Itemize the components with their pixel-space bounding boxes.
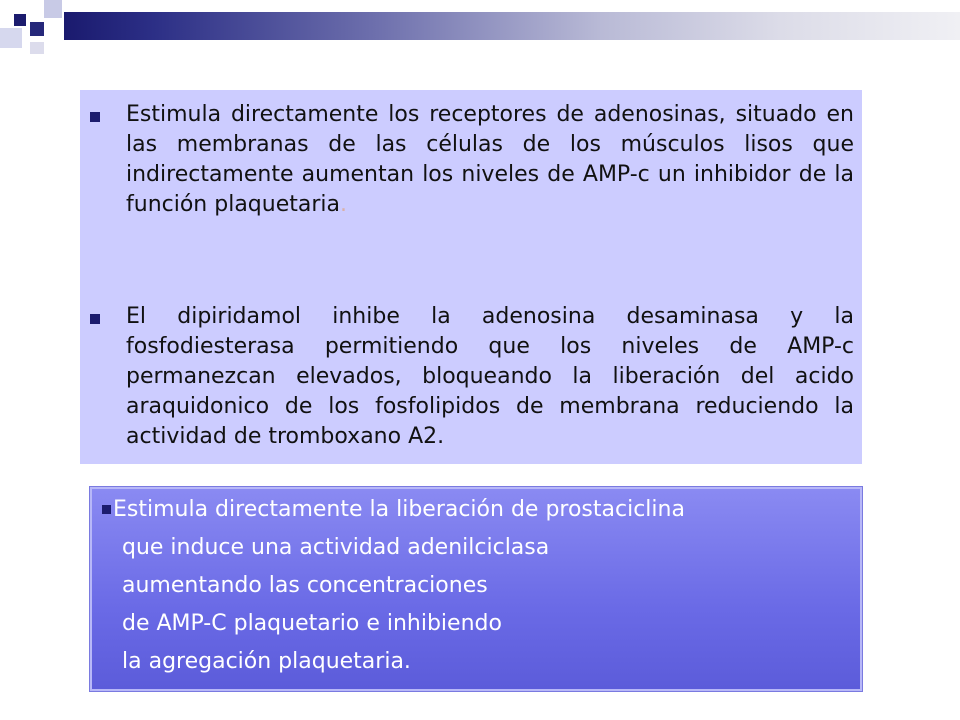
content-box-primary bbox=[80, 90, 862, 464]
bullet-text-2: El dipiridamol inhibe la adenosina desaminasa y la fosfodiesterasa permitiendo que los niveles de AMP-c permanezcan elevados, bloqueando la liberación del acido araquidonico de los fosfolipidos de membrana reduciendo la actividad de tromboxano A2. bbox=[126, 304, 854, 449]
content-box-highlight bbox=[90, 487, 862, 691]
bullet-trail-1: . bbox=[339, 192, 347, 217]
highlight-line-2: que induce una actividad adenilciclasa bbox=[122, 535, 550, 560]
top-gradient-bar bbox=[64, 12, 960, 40]
highlight-line-3: aumentando las concentraciones bbox=[122, 573, 488, 598]
corner-square-navy-1 bbox=[14, 14, 26, 26]
square-bullet-icon bbox=[90, 112, 100, 122]
square-bullet-icon bbox=[102, 505, 111, 514]
corner-square-navy-2 bbox=[30, 22, 44, 36]
corner-square-light-2 bbox=[0, 28, 22, 48]
square-bullet-icon bbox=[90, 314, 100, 324]
corner-square-light-1 bbox=[44, 0, 62, 18]
bullet-text-1: Estimula directamente los receptores de adenosinas, situado en las membranas de las células de los músculos lisos que indirectamente aumentan los niveles de AMP-c un inhibidor de la función plaquetaria bbox=[126, 102, 854, 217]
corner-square-light-3 bbox=[30, 42, 44, 54]
highlight-line-1: Estimula directamente la liberación de prostaciclina bbox=[113, 497, 685, 522]
highlight-line-5: la agregación plaquetaria. bbox=[122, 649, 411, 674]
highlight-line-4: de AMP-C plaquetario e inhibiendo bbox=[122, 611, 502, 636]
